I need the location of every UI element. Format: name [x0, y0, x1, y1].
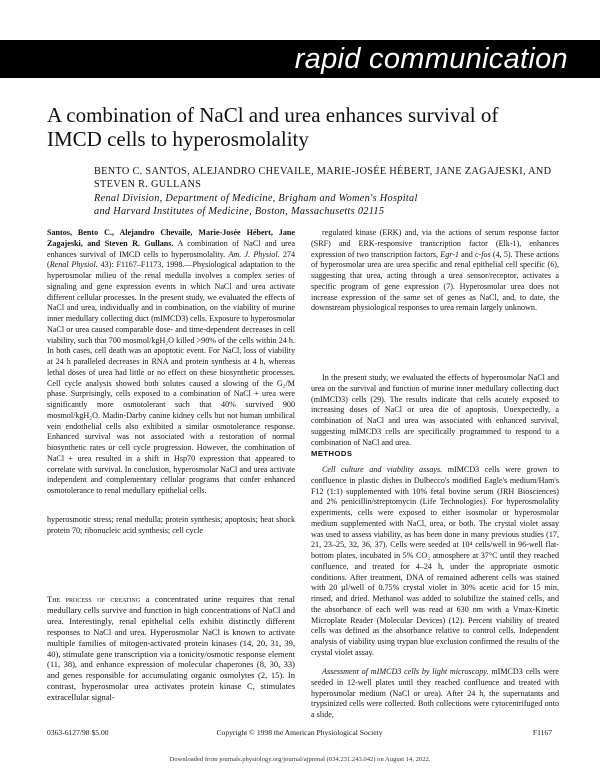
- right-paragraph-2: In the present study, we evaluated the effects of hyperosmolar NaCl and urea on the survival and function of murine inner medullary collecting duct (mIMCD3) cells (29). The results indicate that cells acutely exposed to increasing doses of NaCl or urea die of apoptosis. Unexpectedly, a combination of NaCl and urea was associated with enhanced survival, suggesting mIMCD3 cells are specifically programmed to respond to a combination of NaCl and urea.: [311, 373, 559, 447]
- affiliation-line-1: Renal Division, Department of Medicine, Brigham and Women's Hospital: [94, 192, 418, 204]
- author-list: BENTO C. SANTOS, ALEJANDRO CHEVAILE, MARIE-JOSÉE HÉBERT, JANE ZAGAJESKI, AND STEVEN R. GULLANS: [94, 166, 552, 191]
- banner-text: rapid communication: [294, 43, 568, 75]
- p1-text-b: (4, 5). These actions of hyperosmolar urea are urea specific and renal epithelial cell specific (6), suggesting that urea, acting through a urea sensor/receptor, activates a specific program of gene expression (7). Hyperosmolar urea does not increase expression of the same set of genes as NaCl, and, to date, the downstream physiological responses to urea remain largely unknown.: [311, 249, 560, 313]
- methods-subhead-microscopy: Assessment of mIMCD3 cells by light microscopy.: [322, 667, 489, 676]
- methods-cell-culture: [311, 465, 559, 659]
- p1-and: and: [458, 249, 475, 259]
- methods-microscopy-body: mIMCD3 cells were seeded in 12-well plates until they reached confluence and treated with hyperosmolar medium (NaCl or urea). After 24 h, the supernatants and trypsinized cells were collected. Both collections were cytocentrifuged onto a slide,: [311, 667, 559, 719]
- footer-issn: 0363-6127/98 $5.00: [47, 728, 109, 737]
- abstract-citation-authors: Santos, Bento C., Alejandro Chevaile, Marie-Josée Hébert, Jane Zagajeski, and Steven R. Gullans.: [47, 228, 295, 248]
- abstract-pages: 43): F1167–F1173, 1998.—: [100, 260, 193, 270]
- article-title: A combination of NaCl and urea enhances survival of IMCD cells to hyperosmolality: [47, 103, 499, 151]
- footer-page-number: F1167: [532, 728, 552, 737]
- footer-copyright: Copyright © 1998 the American Physiological Society: [216, 728, 383, 737]
- p1-gene-cfos: c-fos: [475, 249, 491, 259]
- abstract: [47, 228, 295, 497]
- methods-subhead-cell-culture: Cell culture and viability assays.: [322, 465, 443, 474]
- abstract-journal: Am. J. Physiol.: [228, 249, 280, 259]
- section-banner: [0, 40, 600, 78]
- intro-lead: The process of creating: [47, 594, 141, 604]
- methods-heading: METHODS: [311, 449, 353, 458]
- abstract-body: Physiological adaptation to the hyperosmolar milieu of the renal medulla involves a complex series of signaling and gene expression events in which NaCl and urea activate different cellular processes. In the present study, we evaluated the effects of NaCl and urea, individually and in combination, on the viability of murine inner medullary collecting duct (mIMCD3) cells. Exposure to hyperosmolar NaCl or urea caused comparable dose- and time-dependent decreases in cell viability, such that 700 mosmol/kgH₂O killed >90% of the cells within 24 h. In both cases, cell death was an apoptotic event. For NaCl, loss of viability at 24 h paralleled decreases in RNA and protein synthesis at 4 h, whereas lethal doses of urea had little or no effect on these biosynthetic processes. Cell cycle analysis showed both solutes caused a slowing of the G₂/M phase. Surprisingly, cells exposed to a combination of NaCl + urea were significantly more osmotolerant such that 40% survived 900 mosmol/kgH₂O. Madin-Darby canine kidney cells but not human umbilical vein endothelial cells also exhibited a similar osmotolerance response. Enhanced survival was not associated with a restoration of normal biosynthetic rates or cell cycle progression. However, the combination of NaCl + urea resulted in a shift in Hsp70 expression that appeared to correlate with survival. In conclusion, hyperosmolar NaCl and urea activate independent and complementary cellular programs that confer enhanced osmotolerance to renal medullary epithelial cells.: [47, 260, 295, 495]
- author-block: [94, 165, 564, 218]
- download-note: Downloaded from journals.physiology.org/journal/ajprenal (034.231.243.042) on August 14, 2022.: [169, 756, 431, 763]
- methods-cell-culture-body: mIMCD3 cells were grown to confluence in plastic dishes in Dulbecco's modified Eagle's medium/Ham's F12 (1:1) supplemented with 10% fetal bovine serum (JRH Biosciences) and 2% penicillin/streptomycin (Life Technologies). For hyperosmolality experiments, cells were exposed to either isosmolar or hyperosmolar medium supplemented with NaCl, urea, or both. The crystal violet assay was used to assess viability, as has been done in many previous studies (17, 21, 23–25, 32, 36, 37). Cells were seeded at 10⁴ cells/well in 96-well flat-bottom plates, incubated in 5% CO₂ atmosphere at 37°C until they reached confluence, and treated for 4–24 h, under the appropriate osmotic conditions. After treatment, DNA of remained adherent cells was stained with 20 µl/well of 0.75% crystal violet in 30% acetic acid for 15 min, rinsed, and dried. Methanol was added to solubilize the stained cells, and the absorbance of each well was read at 630 nm with a Vmax-Kinetic Microplate Reader (Molecular Devices) (12). Percent viability of treated cells was defined as the absorbance relative to control cells. Independent analysis of viability using trypan blue exclusion confirmed the results of the crystal violet assay.: [311, 465, 559, 657]
- affiliation-line-2: and Harvard Institutes of Medicine, Boston, Massachusetts 02115: [94, 205, 385, 217]
- introduction-paragraph: [47, 594, 295, 703]
- abstract-journal-section: Renal Physiol.: [49, 260, 98, 270]
- keywords: hyperosmotic stress; renal medulla; protein synthesis; apoptosis; heat shock protein 70; ribonucleic acid synthesis; cell cycle: [47, 515, 295, 535]
- methods-light-microscopy: [311, 667, 559, 721]
- p1-text-a: regulated kinase (ERK) and, via the actions of serum response factor (SRF) and ERK-responsive transcription factor (Elk-1), enhances expression of two transcription factors,: [311, 228, 559, 259]
- abstract-citation-title: A combination of NaCl and urea enhances survival of IMCD cells to hyperosmolality.: [47, 238, 295, 259]
- abstract-volume: 274 (: [47, 249, 295, 270]
- intro-body: a concentrated urine requires that renal medullary cells survive and function in high concentrations of NaCl and urea. Interestingly, renal epithelial cells exhibit distinctly different responses to NaCl and urea. Hyperosmolar NaCl is known to activate multiple families of mitogen-activated protein kinases (14, 20, 31, 39, 40), stimulate gene transcription via a tonicity/osmotic response element (11, 38), and enhance expression of molecular chaperones (8, 30, 33) and genes responsible for accumulating organic osmolytes (2, 15). In contrast, hyperosmolar urea activates protein kinase C, stimulates extracellular signal-: [47, 594, 295, 703]
- right-paragraph-1: [311, 228, 559, 314]
- p1-gene-egr1: Egr-1: [440, 249, 459, 259]
